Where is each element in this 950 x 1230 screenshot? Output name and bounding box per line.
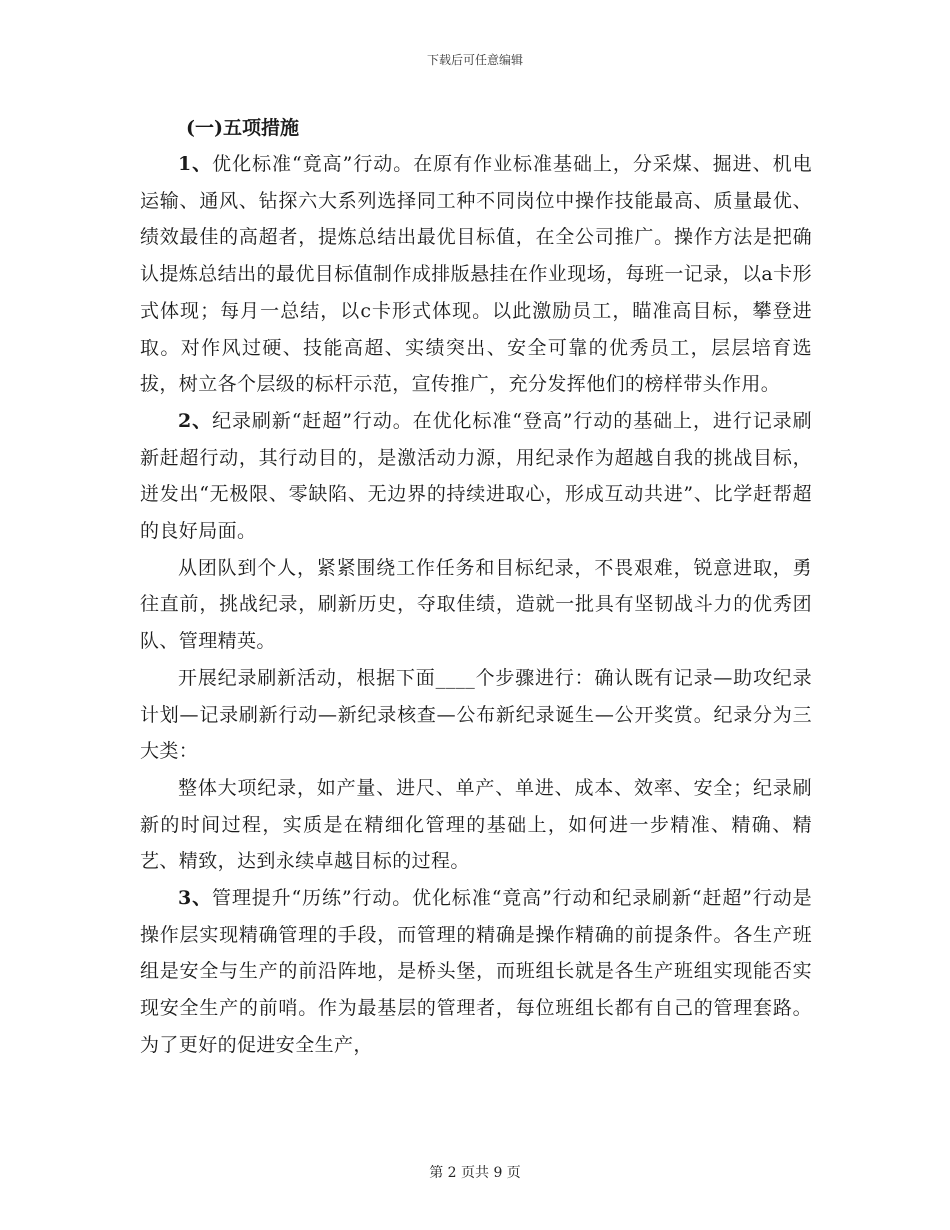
paragraph-record-types — [140, 770, 812, 880]
document-body — [140, 110, 812, 1064]
paragraph-text: 纪录刷新“赶超”行动。在优化标准“登高”行动的基础上，进行记录刷新赶超行动，其行动目的，是激活动力源，用纪录作为超越自我的挑战目标，迸发出“无极限、零缺陷、无边界的持续进取心，形成互动共进”、比学赶帮超的良好局面。 — [140, 409, 812, 543]
paragraph-steps — [140, 660, 812, 770]
paragraph-team — [140, 550, 812, 660]
paragraph-number: 3、 — [178, 887, 212, 910]
paragraph-measure-2 — [140, 403, 812, 550]
paragraph-text: 优化标准“竟高”行动。在原有作业标准基础上，分采煤、掘进、机电运输、通风、钻探六大系列选择同工种不同岗位中操作技能最高、质量最优、绩效最佳的高超者，提炼总结出最优目标值，在全公司推广。操作方法是把确认提炼总结出的最优目标值制作成排版悬挂在作业现场，每班一记录，以a卡形式体现；每月一总结，以c卡形式体现。以此激励员工，瞄准高目标，攀登进取。对作风过硬、技能高超、实绩突出、安全可靠的优秀员工，层层培育选拔，树立各个层级的标杆示范，宣传推广，充分发挥他们的榜样带头作用。 — [140, 153, 812, 396]
page-header-note: 下载后可任意编辑 — [426, 53, 523, 67]
paragraph-text: 开展纪录刷新活动，根据下面____个步骤进行：确认既有记录—助攻纪录计划—记录刷新行动—新纪录核查—公布新纪录诞生—公开奖赏。纪录分为三大类： — [140, 666, 812, 763]
paragraph-text: 整体大项纪录，如产量、进尺、单产、单进、成本、效率、安全；纪录刷新的时间过程，实质是在精细化管理的基础上，如何进一步精准、精确、精艺、精致，达到永续卓越目标的过程。 — [140, 776, 812, 873]
paragraph-measure-3 — [140, 880, 812, 1064]
paragraph-measure-1 — [140, 146, 812, 403]
paragraph-text: 从团队到个人，紧紧围绕工作任务和目标纪录，不畏艰难，锐意进取，勇往直前，挑战纪录，刷新历史，夺取佳绩，造就一批具有坚韧战斗力的优秀团队、管理精英。 — [140, 556, 812, 653]
page-footer-number: 第 2 页共 9 页 — [429, 1165, 521, 1181]
section-heading: (一)五项措施 — [186, 117, 299, 139]
paragraph-number: 2、 — [178, 409, 213, 432]
paragraph-number: 1、 — [178, 153, 213, 175]
paragraph-text: 管理提升“历练”行动。优化标准“竟高”行动和纪录刷新“赶超”行动是操作层实现精确管理的手段，而管理的精确是操作精确的前提条件。各生产班组是安全与生产的前沿阵地，是桥头堡，而班组长就是各生产班组实现能否实现安全生产的前哨。作为最基层的管理者，每位班组长都有自己的管理套路。为了更好的促进安全生产， — [140, 887, 812, 1056]
